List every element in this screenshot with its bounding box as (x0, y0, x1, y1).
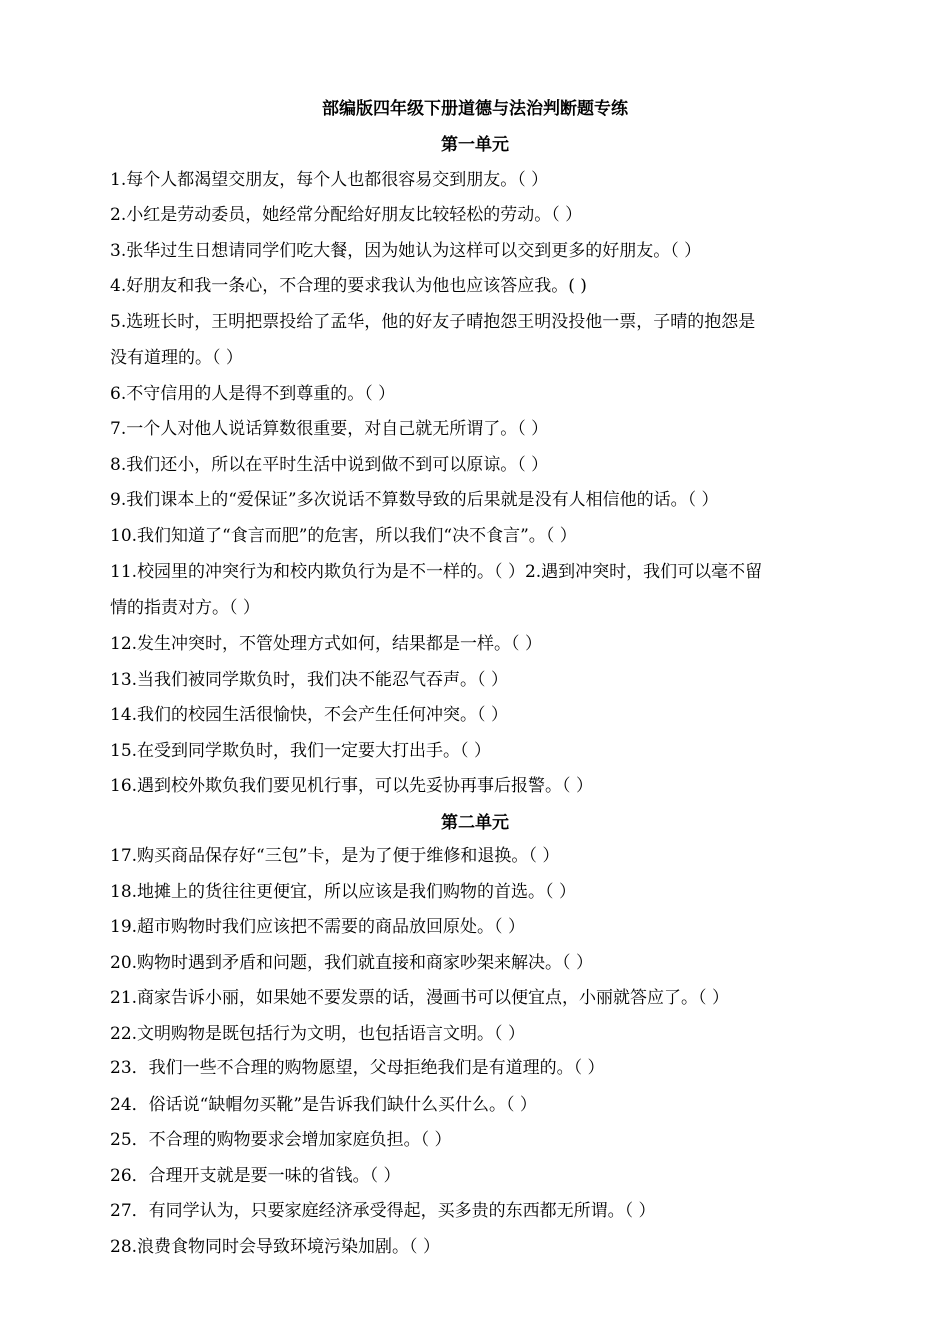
question-line (110, 1236, 850, 1258)
question-line (110, 775, 850, 797)
question-number: 11. (110, 562, 138, 582)
answer-bracket: （ ） (545, 526, 577, 546)
question-text: 我们一些不合理的购物愿望，父母拒绝我们是有道理的。 (148, 1058, 574, 1078)
question-number: 7. (110, 419, 127, 439)
answer-bracket: （ ） (477, 705, 508, 725)
question-text: 地摊上的货往往更便宜，所以应该是我们购物的首选。 (137, 882, 546, 902)
answer-bracket: （ ） (460, 741, 491, 761)
question-line (110, 633, 850, 655)
question-number: 20. (110, 953, 138, 973)
question-number: 2. (110, 205, 127, 225)
question-number: 8. (110, 455, 127, 475)
question-text: 我们还小，所以在平时生活中说到做不到可以原谅。 (126, 455, 518, 475)
question-text: 每个人都渴望交朋友，每个人也都很容易交到朋友。 (126, 170, 518, 190)
question-number: 12. (110, 634, 138, 654)
question-line (110, 383, 850, 405)
question-text: 有同学认为，只要家庭经济承受得起，买多贵的东西都无所谓。 (148, 1201, 625, 1221)
question-line (110, 881, 850, 903)
answer-bracket: （ ） (420, 1130, 452, 1150)
question-number: 26． (110, 1166, 149, 1186)
answer-bracket: （ ） (562, 953, 593, 973)
question-number: 25． (110, 1130, 149, 1150)
question-number: 17. (110, 846, 138, 866)
question-line (110, 561, 850, 583)
question-line (110, 845, 850, 867)
question-number: 28. (110, 1237, 138, 1257)
question-text: 商家告诉小丽，如果她不要发票的话，漫画书可以便宜点，小丽就答应了。 (137, 988, 699, 1008)
question-line (110, 1165, 850, 1187)
answer-bracket: ( ) (568, 276, 587, 296)
question-line (110, 1057, 850, 1079)
question-text: 不合理的购物要求会增加家庭负担。 (148, 1130, 421, 1150)
question-text: 购物时遇到矛盾和问题，我们就直接和商家吵架来解决。 (137, 953, 563, 973)
document-title: 部编版四年级下册道德与法治判断题专练 (322, 99, 628, 119)
answer-bracket: （ ） (562, 776, 593, 796)
question-line (110, 952, 850, 974)
question-line (110, 169, 850, 191)
question-text: 浪费食物同时会导致环境污染加剧。 (137, 1237, 410, 1257)
answer-bracket: （ ） (551, 205, 583, 225)
answer-bracket: （ ） (369, 1166, 401, 1186)
question-line (110, 916, 850, 938)
question-number: 18. (110, 882, 138, 902)
question-line (110, 275, 850, 297)
question-number: 24． (110, 1095, 149, 1115)
answer-bracket: （ ） (506, 1095, 537, 1115)
unit-heading-2: 第二单元 (441, 813, 509, 833)
question-line (110, 454, 850, 476)
question-line (110, 1023, 850, 1045)
answer-bracket: （ ） (624, 1201, 656, 1221)
question-number: 4. (110, 276, 127, 296)
answer-bracket: （ ） (229, 598, 260, 618)
answer-bracket: （ ） (698, 988, 729, 1008)
answer-bracket: （ ） (670, 241, 702, 261)
question-line (110, 240, 850, 262)
answer-bracket: （ ） (494, 1024, 525, 1044)
answer-bracket: （ ） (212, 348, 243, 368)
answer-bracket: （ ） (494, 917, 525, 937)
question-text: 不守信用的人是得不到尊重的。 (126, 384, 365, 404)
question-number: 23． (110, 1058, 149, 1078)
question-number: 1. (110, 170, 127, 190)
question-number: 14. (110, 705, 138, 725)
answer-bracket: （ ） (517, 170, 549, 190)
question-text: 在受到同学欺负时，我们一定要大打出手。 (137, 741, 461, 761)
question-number: 15. (110, 741, 138, 761)
question-text: 我们课本上的“爱保证”多次说话不算数导致的后果就是没有人相信他的话。 (126, 490, 688, 510)
answer-bracket: （ ） (573, 1058, 605, 1078)
question-text: 张华过生日想请同学们吃大餐，因为她认为这样可以交到更多的好朋友。 (126, 241, 671, 261)
question-text: 购买商品保存好“三包”卡，是为了便于维修和退换。 (137, 846, 529, 866)
question-text: 发生冲突时，不管处理方式如何，结果都是一样。 (137, 634, 512, 654)
question-number: 22. (110, 1024, 138, 1044)
question-line (110, 418, 850, 440)
question-number: 21. (110, 988, 138, 1008)
question-line (110, 525, 850, 547)
answer-bracket: （ ） (545, 882, 576, 902)
answer-bracket: （ ） (477, 670, 508, 690)
question-line-continued (110, 347, 850, 369)
question-text: 小红是劳动委员，她经常分配给好朋友比较轻松的劳动。 (126, 205, 552, 225)
question-number: 6. (110, 384, 127, 404)
question-line (110, 704, 850, 726)
question-text: 校园里的冲突行为和校内欺负行为是不一样的。（ ）2.遇到冲突时，我们可以毫不留 (137, 562, 763, 582)
question-text: 好朋友和我一条心，不合理的要求我认为他也应该答应我。 (126, 276, 569, 296)
question-number: 3. (110, 241, 127, 261)
question-number: 27． (110, 1201, 149, 1221)
question-text: 一个人对他人说话算数很重要，对自己就无所谓了。 (126, 419, 518, 439)
answer-bracket: （ ） (364, 384, 396, 404)
question-line (110, 204, 850, 226)
answer-bracket: （ ） (528, 846, 560, 866)
question-text: 情的指责对方。 (110, 598, 229, 618)
question-text: 选班长时，王明把票投给了孟华，他的好友子晴抱怨王明没投他一票，子晴的抱怨是 (126, 312, 756, 332)
question-line (110, 489, 850, 511)
question-number: 9. (110, 490, 127, 510)
answer-bracket: （ ） (517, 419, 549, 439)
question-text: 我们知道了“食言而肥”的危害，所以我们“决不食言”。 (137, 526, 546, 546)
question-line (110, 1129, 850, 1151)
unit-heading-1: 第一单元 (441, 135, 509, 155)
answer-bracket: （ ） (409, 1237, 440, 1257)
answer-bracket: （ ） (511, 634, 542, 654)
question-line (110, 740, 850, 762)
question-line (110, 987, 850, 1009)
question-number: 10. (110, 526, 138, 546)
question-number: 16. (110, 776, 138, 796)
question-line-continued (110, 597, 850, 619)
question-text: 没有道理的。 (110, 348, 212, 368)
question-line (110, 311, 850, 333)
question-text: 文明购物是既包括行为文明，也包括语言文明。 (137, 1024, 495, 1044)
answer-bracket: （ ） (687, 490, 719, 510)
question-text: 我们的校园生活很愉快，不会产生任何冲突。 (137, 705, 478, 725)
question-number: 5. (110, 312, 127, 332)
question-text: 俗话说“缺帽勿买靴”是告诉我们缺什么买什么。 (148, 1095, 507, 1115)
question-text: 遇到校外欺负我们要见机行事，可以先妥协再事后报警。 (137, 776, 563, 796)
question-text: 超市购物时我们应该把不需要的商品放回原处。 (137, 917, 495, 937)
question-line (110, 1094, 850, 1116)
question-text: 合理开支就是要一味的省钱。 (148, 1166, 370, 1186)
question-text: 当我们被同学欺负时，我们决不能忍气吞声。 (137, 670, 478, 690)
question-line (110, 1200, 850, 1222)
question-number: 19. (110, 917, 138, 937)
question-line (110, 669, 850, 691)
answer-bracket: （ ） (517, 455, 549, 475)
question-number: 13. (110, 670, 138, 690)
